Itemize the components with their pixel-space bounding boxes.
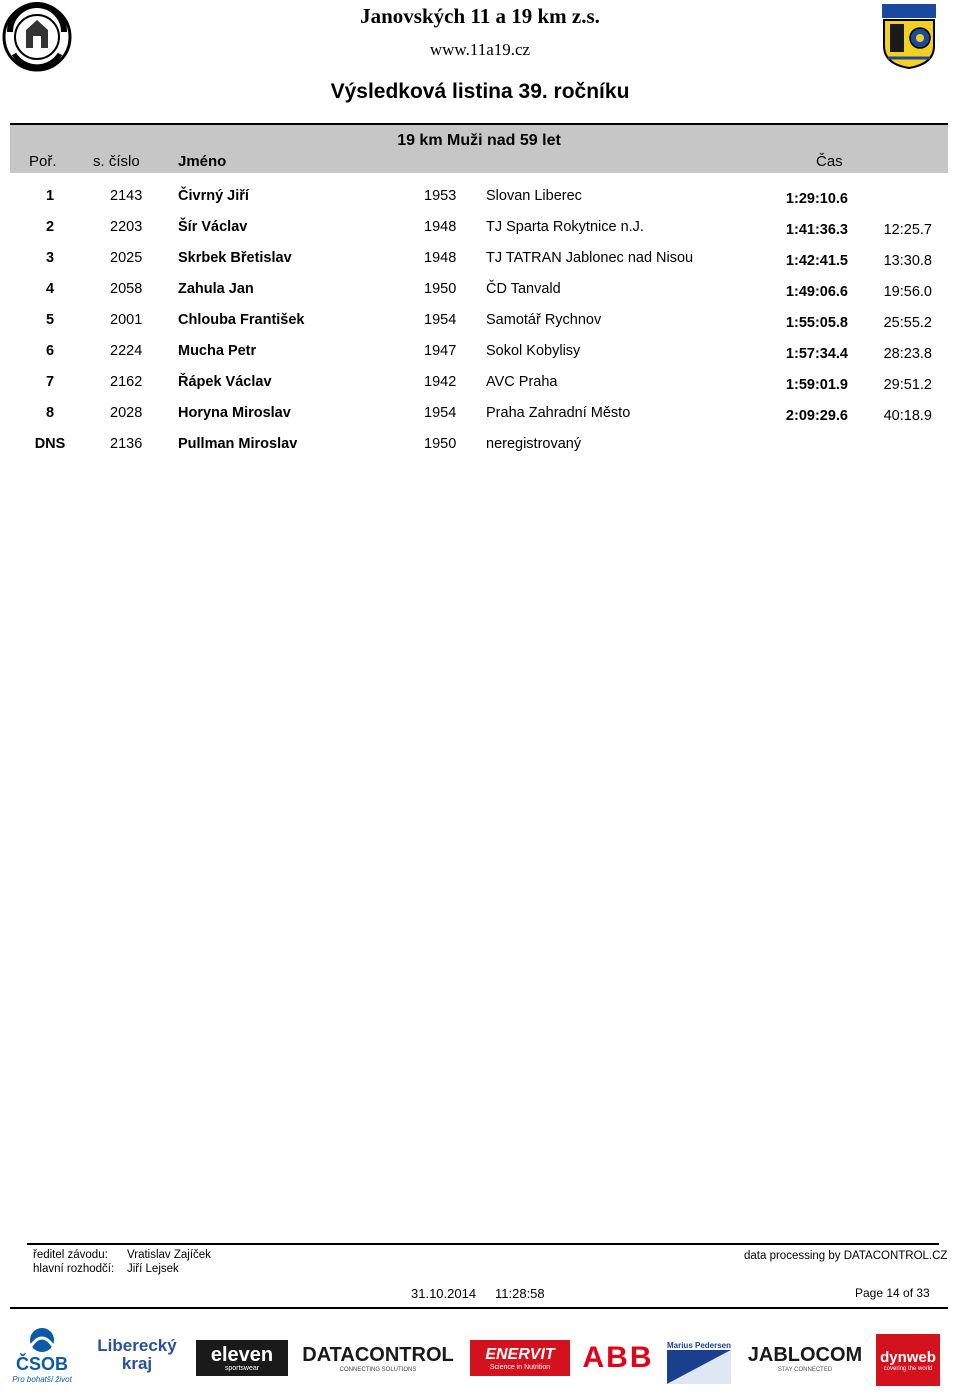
- bib-cell: 2028: [110, 405, 143, 421]
- club-cell: Praha Zahradní Město: [486, 405, 631, 421]
- page-title: Janovských 11 a 19 km z.s.: [360, 4, 600, 28]
- judge-name: Jiří Lejsek: [127, 1263, 179, 1275]
- rank-cell: 3: [45, 250, 55, 266]
- rank-cell: 5: [45, 312, 55, 328]
- table-row: [0, 281, 960, 312]
- club-cell: AVC Praha: [486, 374, 558, 390]
- time-cell: 1:57:34.4: [785, 346, 848, 362]
- print-time: 11:28:58: [495, 1286, 545, 1301]
- diff-cell: 12:25.7: [883, 222, 932, 238]
- marius-pedersen-name: Marius Pedersen: [666, 1340, 732, 1350]
- csob-tagline: Pro bohatší život: [12, 1375, 72, 1384]
- diff-cell: 29:51.2: [883, 377, 932, 393]
- col-time: Čas: [816, 153, 843, 170]
- diff-cell: 28:23.8: [883, 346, 932, 362]
- time-cell: 1:59:01.9: [785, 377, 848, 393]
- name-cell: Šír Václav: [178, 219, 248, 235]
- bib-cell: 2224: [110, 343, 143, 359]
- table-row: [0, 312, 960, 343]
- year-cell: 1954: [424, 405, 457, 421]
- time-cell: 1:55:05.8: [785, 315, 848, 331]
- sponsor-datacontrol-logo: [292, 1340, 464, 1376]
- table-row: [0, 219, 960, 250]
- year-cell: 1948: [424, 250, 457, 266]
- diff-cell: 19:56.0: [883, 284, 932, 300]
- bib-cell: 2143: [110, 188, 143, 204]
- table-row: [0, 250, 960, 281]
- sponsor-dynweb-logo: [876, 1334, 940, 1386]
- category-title: 19 km Muži nad 59 let: [397, 132, 561, 149]
- website-url[interactable]: www.11a19.cz: [429, 40, 531, 59]
- sponsor-liberecky-kraj-logo: [82, 1334, 192, 1376]
- bib-cell: 2058: [110, 281, 143, 297]
- year-cell: 1950: [424, 436, 457, 452]
- club-cell: ČD Tanvald: [486, 281, 561, 297]
- rank-cell: 1: [45, 188, 55, 204]
- club-cell: Sokol Kobylisy: [486, 343, 581, 359]
- bib-cell: 2162: [110, 374, 143, 390]
- time-cell: 1:29:10.6: [785, 191, 848, 207]
- club-cell: Samotář Rychnov: [486, 312, 602, 328]
- sponsor-enervit-logo: [470, 1340, 570, 1376]
- sponsor-abb-logo: [580, 1340, 656, 1376]
- col-bib: s. číslo: [93, 153, 140, 170]
- name-cell: Skrbek Břetislav: [178, 250, 292, 266]
- print-date: 31.10.2014: [411, 1286, 477, 1301]
- bib-cell: 2203: [110, 219, 143, 235]
- sponsor-eleven-logo: [196, 1340, 288, 1376]
- name-cell: Horyna Miroslav: [178, 405, 291, 421]
- name-cell: Chlouba František: [178, 312, 305, 328]
- jablocom-tagline: STAY CONNECTED: [777, 1366, 833, 1373]
- footer-divider: [27, 1243, 939, 1245]
- bib-cell: 2025: [110, 250, 143, 266]
- sponsor-jablocom-logo: [742, 1340, 868, 1376]
- rank-cell: 7: [45, 374, 55, 390]
- director-label: ředitel závodu:: [33, 1249, 108, 1261]
- table-row: [0, 188, 960, 219]
- page-number: Page 14 of 33: [855, 1286, 930, 1300]
- csob-name: ČSOB: [15, 1354, 68, 1374]
- eleven-tagline: sportswear: [224, 1364, 260, 1372]
- diff-cell: 40:18.9: [883, 408, 932, 424]
- judge-label: hlavní rozhodčí:: [33, 1263, 115, 1275]
- rank-cell: 2: [45, 219, 55, 235]
- rank-cell: 6: [45, 343, 55, 359]
- rank-cell: 8: [45, 405, 55, 421]
- table-row: [0, 343, 960, 374]
- year-cell: 1947: [424, 343, 457, 359]
- year-cell: 1950: [424, 281, 457, 297]
- diff-cell: 25:55.2: [883, 315, 932, 331]
- bib-cell: 2001: [110, 312, 143, 328]
- time-cell: 1:41:36.3: [785, 222, 848, 238]
- abb-name: ABB: [582, 1341, 654, 1374]
- table-row: [0, 374, 960, 405]
- datacontrol-tagline: CONNECTING SOLUTIONS: [339, 1366, 417, 1373]
- name-cell: Zahula Jan: [178, 281, 254, 297]
- dynweb-name: dynweb: [880, 1348, 936, 1366]
- director-name: Vratislav Zajíček: [127, 1249, 211, 1261]
- dynweb-tagline: covering the world: [883, 1365, 933, 1372]
- year-cell: 1954: [424, 312, 457, 328]
- club-cell: Slovan Liberec: [486, 188, 582, 204]
- datacontrol-name: DATACONTROL: [302, 1343, 454, 1366]
- table-row: [0, 436, 960, 467]
- eleven-name: eleven: [210, 1343, 274, 1366]
- liberecky-kraj-name: Liberecký kraj: [97, 1336, 177, 1373]
- year-cell: 1948: [424, 219, 457, 235]
- jablocom-name: JABLOCOM: [747, 1343, 863, 1366]
- club-cell: TJ TATRAN Jablonec nad Nisou: [486, 250, 694, 266]
- name-cell: Řápek Václav: [178, 374, 272, 390]
- time-cell: 1:49:06.6: [785, 284, 848, 300]
- name-cell: Čivrný Jiří: [178, 188, 249, 204]
- year-cell: 1942: [424, 374, 457, 390]
- club-cell: TJ Sparta Rokytnice n.J.: [486, 219, 644, 235]
- col-name: Jméno: [178, 153, 227, 170]
- rank-cell: DNS: [34, 436, 66, 452]
- club-cell: neregistrovaný: [486, 436, 582, 452]
- col-rank: Poř.: [29, 153, 57, 170]
- sponsor-marius-pedersen-logo: [664, 1338, 734, 1386]
- time-cell: 2:09:29.6: [785, 408, 848, 424]
- time-cell: 1:42:41.5: [785, 253, 848, 269]
- enervit-name: ENERVIT: [485, 1345, 555, 1363]
- bottom-divider: [10, 1307, 948, 1309]
- bib-cell: 2136: [110, 436, 143, 452]
- table-header: [10, 123, 948, 173]
- sponsor-csob-logo: [8, 1322, 76, 1388]
- processing-credit: data processing by DATACONTROL.CZ: [744, 1250, 948, 1262]
- rank-cell: 4: [45, 281, 55, 297]
- year-cell: 1953: [424, 188, 457, 204]
- name-cell: Pullman Miroslav: [178, 436, 298, 452]
- enervit-tagline: Science in Nutrition: [489, 1363, 551, 1371]
- name-cell: Mucha Petr: [178, 343, 257, 359]
- table-row: [0, 405, 960, 436]
- diff-cell: 13:30.8: [883, 253, 932, 269]
- results-subtitle: Výsledková listina 39. ročníku: [330, 80, 630, 103]
